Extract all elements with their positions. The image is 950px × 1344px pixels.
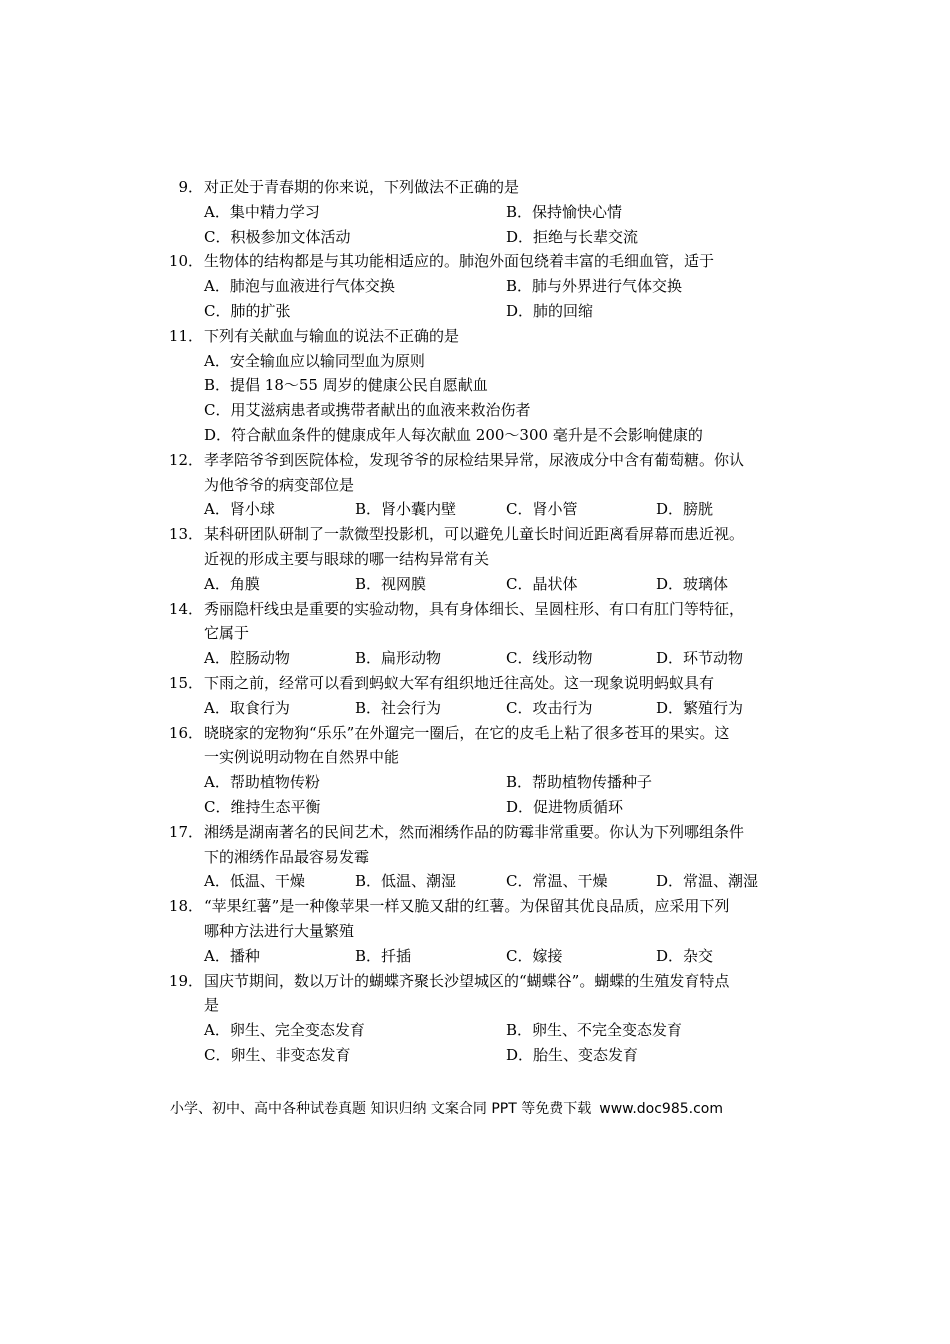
question-item bbox=[170, 522, 830, 596]
answer-option: A．安全输血应以输同型血为原则 bbox=[204, 351, 425, 370]
question-number: 19． bbox=[168, 971, 203, 990]
options-row bbox=[170, 200, 830, 225]
answer-option: D．胎生、变态发育 bbox=[506, 1045, 639, 1064]
question-stem: 近视的形成主要与眼球的哪一结构异常有关 bbox=[204, 549, 490, 568]
options-row bbox=[170, 1043, 830, 1068]
question-stem-line bbox=[170, 249, 830, 274]
question-stem-line bbox=[170, 522, 830, 547]
question-stem: 下的湘绣作品最容易发霉 bbox=[204, 847, 370, 866]
options-row bbox=[170, 497, 830, 522]
answer-option: B．扦插 bbox=[355, 946, 412, 965]
answer-option: A．帮助植物传粉 bbox=[204, 773, 320, 792]
question-stem: 它属于 bbox=[204, 624, 250, 643]
question-stem: 为他爷爷的病变部位是 bbox=[204, 475, 355, 494]
question-stem-line bbox=[170, 969, 830, 994]
question-item bbox=[170, 249, 830, 323]
footer-text: 小学、初中、高中各种试卷真题 知识归纳 文案合同 PPT 等免费下载 bbox=[170, 1101, 592, 1117]
answer-option: D．常温、潮湿 bbox=[656, 872, 759, 891]
answer-option: A．播种 bbox=[204, 946, 260, 965]
question-number: 18． bbox=[168, 897, 203, 916]
question-stem-line bbox=[170, 597, 830, 622]
answer-option: D．杂交 bbox=[656, 946, 714, 965]
answer-option: D．促进物质循环 bbox=[506, 797, 624, 816]
question-stem-line bbox=[170, 448, 830, 473]
question-stem: 秀丽隐杆线虫是重要的实验动物，具有身体细长、呈圆柱形、有口有肛门等特征， bbox=[204, 599, 745, 618]
answer-option: D．繁殖行为 bbox=[656, 698, 744, 717]
question-stem-line bbox=[170, 993, 830, 1018]
answer-option: A．肺泡与血液进行气体交换 bbox=[204, 277, 395, 296]
answer-option: C．肾小管 bbox=[506, 500, 578, 519]
answer-option: A．肾小球 bbox=[204, 500, 275, 519]
question-stem-line bbox=[170, 894, 830, 919]
options-row bbox=[170, 349, 830, 374]
question-number: 12． bbox=[168, 450, 203, 469]
question-item bbox=[170, 721, 830, 820]
answer-option: B．提倡 18～55 周岁的健康公民自愿献血 bbox=[204, 376, 488, 395]
options-row bbox=[170, 274, 830, 299]
answer-option: C．嫁接 bbox=[506, 946, 563, 965]
question-stem: 对正处于青春期的你来说，下列做法不正确的是 bbox=[204, 178, 520, 196]
question-number: 15． bbox=[168, 673, 203, 692]
question-stem-line bbox=[170, 175, 830, 200]
options-row bbox=[170, 696, 830, 721]
answer-option: D．环节动物 bbox=[656, 649, 744, 668]
question-number: 16． bbox=[168, 723, 203, 742]
question-number: 11． bbox=[168, 326, 203, 345]
page-footer bbox=[170, 1100, 723, 1118]
question-stem: 下雨之前，经常可以看到蚂蚁大军有组织地迁往高处。这一现象说明蚂蚁具有 bbox=[204, 673, 715, 692]
question-item bbox=[170, 820, 830, 894]
answer-option: A．卵生、完全变态发育 bbox=[204, 1021, 365, 1040]
answer-option: C．积极参加文体活动 bbox=[204, 227, 351, 246]
answer-option: D．肺的回缩 bbox=[506, 301, 594, 320]
options-row bbox=[170, 795, 830, 820]
answer-option: C．肺的扩张 bbox=[204, 301, 291, 320]
question-stem: 晓晓家的宠物狗“乐乐”在外遛完一圈后，在它的皮毛上粘了很多苍耳的果实。这 bbox=[204, 723, 730, 742]
answer-option: B．视网膜 bbox=[355, 574, 427, 593]
question-item bbox=[170, 969, 830, 1068]
question-stem: 哪种方法进行大量繁殖 bbox=[204, 921, 355, 940]
question-stem-line bbox=[170, 745, 830, 770]
question-number: 10． bbox=[168, 252, 203, 271]
options-row bbox=[170, 869, 830, 894]
answer-option: A．角膜 bbox=[204, 574, 260, 593]
answer-option: B．低温、潮湿 bbox=[355, 872, 457, 891]
question-item bbox=[170, 175, 830, 249]
question-item bbox=[170, 894, 830, 968]
question-stem-line bbox=[170, 919, 830, 944]
options-row bbox=[170, 1018, 830, 1043]
question-stem: 孝孝陪爷爷到医院体检，发现爷爷的尿检结果异常，尿液成分中含有葡萄糖。你认 bbox=[204, 450, 745, 469]
answer-option: B．帮助植物传播种子 bbox=[506, 773, 653, 792]
options-row bbox=[170, 373, 830, 398]
answer-option: A．集中精力学习 bbox=[204, 202, 320, 221]
question-stem: 一实例说明动物在自然界中能 bbox=[204, 748, 400, 767]
answer-option: B．肾小囊内壁 bbox=[355, 500, 457, 519]
options-row bbox=[170, 770, 830, 795]
answer-option: C．晶状体 bbox=[506, 574, 578, 593]
question-stem-line bbox=[170, 547, 830, 572]
answer-option: C．维持生态平衡 bbox=[204, 797, 321, 816]
question-item bbox=[170, 597, 830, 671]
options-row bbox=[170, 225, 830, 250]
question-stem-line bbox=[170, 820, 830, 845]
question-stem-line bbox=[170, 621, 830, 646]
answer-option: C．用艾滋病患者或携带者献出的血液来救治伤者 bbox=[204, 401, 531, 420]
question-stem: 湘绣是湖南著名的民间艺术，然而湘绣作品的防霉非常重要。你认为下列哪组条件 bbox=[204, 822, 745, 841]
question-stem: 生物体的结构都是与其功能相适应的。肺泡外面包绕着丰富的毛细血管，适于 bbox=[204, 252, 715, 271]
question-item bbox=[170, 324, 830, 448]
footer-url[interactable]: www.doc985.com bbox=[599, 1101, 723, 1117]
question-number: 13． bbox=[168, 525, 203, 544]
question-stem: “苹果红薯”是一种像苹果一样又脆又甜的红薯。为保留其优良品质，应采用下列 bbox=[204, 897, 730, 916]
question-stem-line bbox=[170, 721, 830, 746]
options-row bbox=[170, 646, 830, 671]
question-stem: 国庆节期间，数以万计的蝴蝶齐聚长沙望城区的“蝴蝶谷”。蝴蝶的生殖发育特点 bbox=[204, 971, 730, 990]
answer-option: D．拒绝与长辈交流 bbox=[506, 227, 639, 246]
answer-option: C．攻击行为 bbox=[506, 698, 593, 717]
answer-option: D．膀胱 bbox=[656, 500, 714, 519]
question-stem: 某科研团队研制了一款微型投影机，可以避免儿童长时间近距离看屏幕而患近视。 bbox=[204, 525, 745, 544]
answer-option: C．常温、干燥 bbox=[506, 872, 608, 891]
question-stem: 是 bbox=[204, 996, 220, 1015]
options-row bbox=[170, 572, 830, 597]
answer-option: C．线形动物 bbox=[506, 649, 593, 668]
question-number: 17． bbox=[168, 822, 203, 841]
question-stem-line bbox=[170, 473, 830, 498]
answer-option: D．符合献血条件的健康成年人每次献血 200～300 毫升是不会影响健康的 bbox=[204, 425, 703, 444]
question-number: 9． bbox=[178, 178, 203, 196]
answer-option: A．取食行为 bbox=[204, 698, 290, 717]
options-row bbox=[170, 423, 830, 448]
answer-option: B．社会行为 bbox=[355, 698, 442, 717]
answer-option: A．腔肠动物 bbox=[204, 649, 290, 668]
answer-option: B．卵生、不完全变态发育 bbox=[506, 1021, 683, 1040]
question-item bbox=[170, 448, 830, 522]
options-row bbox=[170, 944, 830, 969]
question-item bbox=[170, 671, 830, 721]
question-number: 14． bbox=[168, 599, 203, 618]
question-list bbox=[170, 175, 830, 1068]
question-stem-line bbox=[170, 324, 830, 349]
answer-option: C．卵生、非变态发育 bbox=[204, 1045, 351, 1064]
answer-option: B．肺与外界进行气体交换 bbox=[506, 277, 683, 296]
answer-option: B．扁形动物 bbox=[355, 649, 442, 668]
answer-option: B．保持愉快心情 bbox=[506, 202, 623, 221]
question-stem-line bbox=[170, 671, 830, 696]
answer-option: D．玻璃体 bbox=[656, 574, 729, 593]
answer-option: A．低温、干燥 bbox=[204, 872, 305, 891]
options-row bbox=[170, 398, 830, 423]
question-stem-line bbox=[170, 845, 830, 870]
question-stem: 下列有关献血与输血的说法不正确的是 bbox=[204, 326, 460, 345]
options-row bbox=[170, 299, 830, 324]
